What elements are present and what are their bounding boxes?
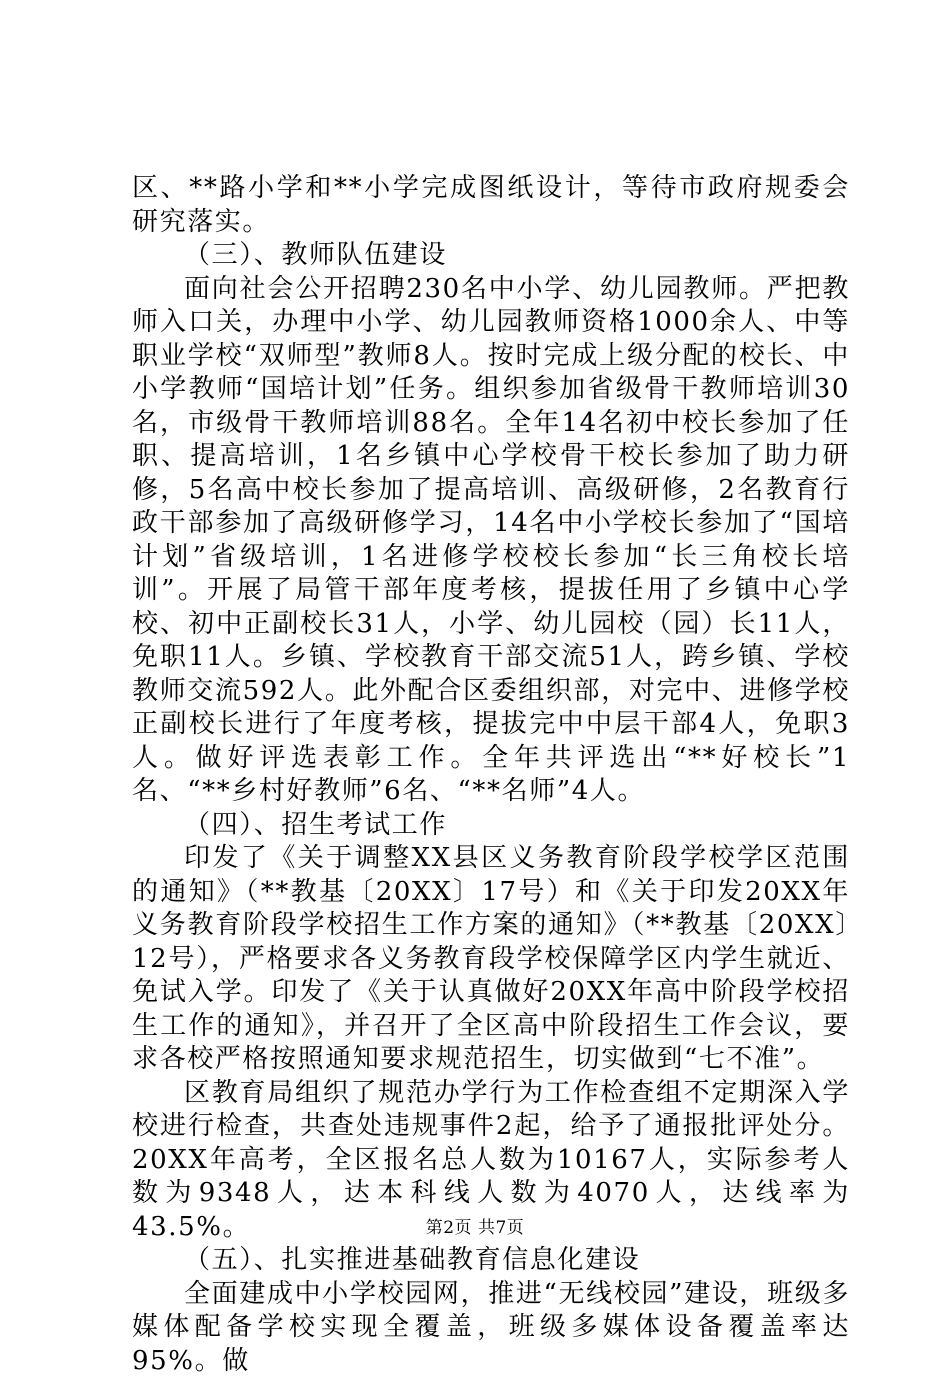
- paragraph-admissions: 印发了《关于调整XX县区义务教育阶段学校学区范围的通知》（**教基〔20XX〕17号）和《关于印发20XX年义务教育阶段学校招生工作方案的通知》（**教基〔20XX〕12号），严格要求各义务教育段学校保障学区内学生就近、免试入学。印发了《关于认真做好20XX年高中阶段学校招生工作的通知》，并召开了全区高中阶段招生工作会议，要求各校严格按照通知要求规范招生，切实做到“七不准”。: [132, 842, 850, 1077]
- page-number-footer: 第2页 共7页: [0, 1213, 950, 1238]
- section-heading-teachers: （三）、教师队伍建设: [132, 239, 850, 273]
- paragraph-informatization: 全面建成中小学校园网，推进“无线校园”建设，班级多媒体配备学校实现全覆盖，班级多媒体设备覆盖率达95%。做: [132, 1278, 850, 1378]
- section-heading-admissions: （四）、招生考试工作: [132, 809, 850, 843]
- paragraph-teachers: 面向社会公开招聘230名中小学、幼儿园教师。严把教师入口关，办理中小学、幼儿园教师资格1000余人、中等职业学校“双师型”教师8人。按时完成上级分配的校长、中小学教师“国培计划”任务。组织参加省级骨干教师培训30名，市级骨干教师培训88名。全年14名初中校长参加了任职、提高培训，1名乡镇中心学校骨干校长参加了助力研修，5名高中校长参加了提高培训、高级研修，2名教育行政干部参加了高级研修学习，14名中小学校长参加了“国培计划”省级培训，1名进修学校校长参加“长三角校长培训”。开展了局管干部年度考核，提拔任用了乡镇中心学校、初中正副校长31人，小学、幼儿园校（园）长11人，免职11人。乡镇、学校教育干部交流51人，跨乡镇、学校教师交流592人。此外配合区委组织部，对完中、进修学校正副校长进行了年度考核，提拔完中中层干部4人，免职3人。做好评选表彰工作。全年共评选出“**好校长”1名、“**乡村好教师”6名、“**名师”4人。: [132, 273, 850, 809]
- paragraph-continuation: 区、**路小学和**小学完成图纸设计，等待市政府规委会研究落实。: [132, 172, 850, 239]
- paragraph-exam-results: 区教育局组织了规范办学行为工作检查组不定期深入学校进行检查，共查处违规事件2起，给予了通报批评处分。20XX年高考，全区报名总人数为10167人，实际参考人数为9348人，达本科线人数为4070人，达线率为43.5%。: [132, 1077, 850, 1245]
- document-body: [132, 172, 850, 1378]
- section-heading-informatization: （五）、扎实推进基础教育信息化建设: [132, 1244, 850, 1278]
